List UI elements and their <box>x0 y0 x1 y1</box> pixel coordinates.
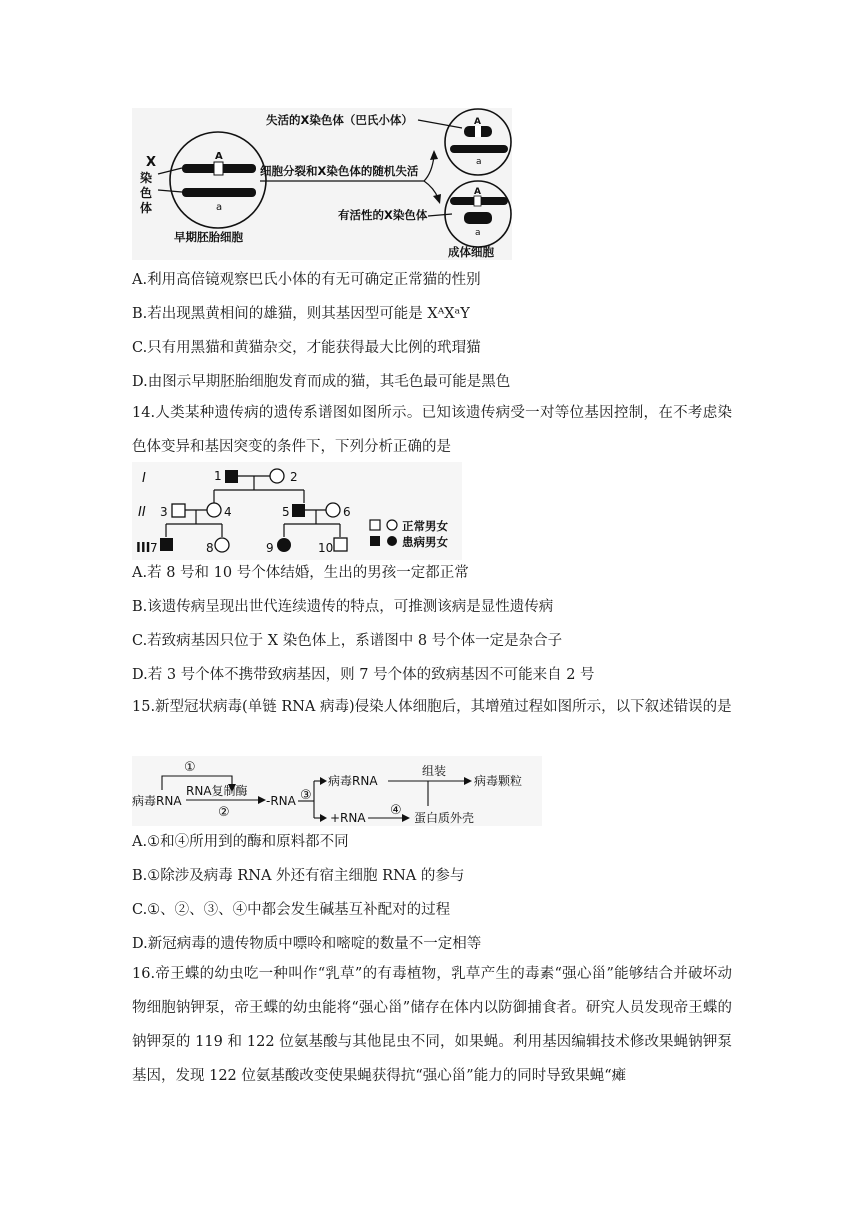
step-4-marker: ④ <box>390 803 402 818</box>
allele-A-bottom: A <box>474 187 481 197</box>
generation-I: I <box>142 471 146 486</box>
legend-affected-male-icon <box>370 536 380 546</box>
q14-option-c: C.若致病基因只位于 X 染色体上，系谱图中 8 号个体一定是杂合子 <box>132 633 563 649</box>
individual-2-normal-female <box>270 469 284 483</box>
step-3-marker: ③ <box>300 788 312 803</box>
allele-A-early: A <box>215 151 223 162</box>
q14-stem: 14.人类某种遗传病的遗传系谱图如图所示。已知该遗传病受一对等位基因控制，在不考虑染色体变异和基因突变的条件下，下列分析正确的是 <box>132 405 732 455</box>
x-inactivation-figure <box>132 108 512 260</box>
q13-option-c: C.只有用黑猫和黄猫杂交，才能获得最大比例的玳瑁猫 <box>132 340 481 356</box>
id-6: 6 <box>343 505 351 519</box>
legend-normal-label: 正常男女 <box>402 519 448 533</box>
allele-a-bottom: a <box>475 228 481 238</box>
pedigree-chart <box>132 462 462 560</box>
individual-5-affected-male <box>292 504 305 517</box>
id-9: 9 <box>266 541 274 555</box>
q15-option-d: D.新冠病毒的遗传物质中嘌呤和嘧啶的数量不一定相等 <box>132 936 482 952</box>
plus-rna-label: +RNA <box>330 811 366 825</box>
allele-a-top: a <box>476 157 482 167</box>
assembly-label: 组装 <box>422 764 447 778</box>
id-3: 3 <box>160 505 168 519</box>
q13-option-d: D.由图示早期胚胎细胞发育而成的猫，其毛色最可能是黑色 <box>132 374 511 390</box>
x-chromosome-label-3: 色 <box>140 186 153 200</box>
step-2-marker: ② <box>218 805 230 820</box>
q15-stem: 15.新型冠状病毒(单链 RNA 病毒)侵染人体细胞后，其增殖过程如图所示，以下叙述错误的是 <box>132 699 732 715</box>
individual-7-affected-male <box>160 538 173 551</box>
q14-option-a: A.若 8 号和 10 号个体结婚，生出的男孩一定都正常 <box>132 565 469 581</box>
legend-normal-female-icon <box>387 520 397 530</box>
q15-option-b: B.①除涉及病毒 RNA 外还有宿主细胞 RNA 的参与 <box>132 868 465 884</box>
generation-III: III <box>136 541 151 556</box>
legend-affected-female-icon <box>387 536 397 546</box>
legend-affected-label: 患病男女 <box>402 535 448 549</box>
individual-9-affected-female <box>277 538 291 552</box>
individual-3-normal-male <box>172 504 185 517</box>
id-10: 10 <box>318 541 334 555</box>
allele-a-early: a <box>216 202 223 213</box>
q16-text: 16.帝王蝶的幼虫吃一种叫作“乳草”的有毒植物，乳草产生的毒素“强心甾”能够结合并破坏动物细胞钠钾泵，帝王蝶的幼虫能将“强心甾”储存在体内以防御捕食者。研究人员发现帝王蝶的钠钾泵的 119 和 122 位氨基酸与其他昆虫不同，如果蝇。利用基因编辑技术修改果蝇钠钾泵基因，发现 122 位氨基酸改变使果蝇获得抗“强心甾”能力的同时导致果蝇“瘫 <box>132 966 732 1084</box>
id-1: 1 <box>214 469 222 483</box>
q13-option-b: B.若出现黑黄相间的雄猫，则其基因型可能是 XᴬXᵃY <box>132 306 470 322</box>
id-5: 5 <box>282 505 290 519</box>
id-4: 4 <box>224 505 232 519</box>
early-embryo-label: 早期胚胎细胞 <box>174 230 243 244</box>
minus-rna-label: -RNA <box>266 794 296 808</box>
individual-8-normal-female <box>215 538 229 552</box>
x-chromosome-label-2: 染 <box>140 171 153 185</box>
rna-replicase-label: RNA复制酶 <box>186 784 248 798</box>
q14-option-b: B.该遗传病呈现出世代连续遗传的特点，可推测该病是显性遗传病 <box>132 599 554 615</box>
inactive-x-label: 失活的X染色体（巴氏小体） <box>266 113 413 127</box>
individual-10-normal-male <box>334 538 347 551</box>
q14-option-d: D.若 3 号个体不携带致病基因，则 7 号个体的致病基因不可能来自 2 号 <box>132 667 595 683</box>
adult-cell-label: 成体细胞 <box>448 245 494 259</box>
x-chromosome-label-4: 体 <box>140 201 153 215</box>
viral-rna-product-label: 病毒RNA <box>328 774 378 788</box>
q15-option-a: A.①和④所用到的酶和原料都不同 <box>132 834 349 850</box>
step-1-marker: ① <box>184 760 196 775</box>
q13-option-a: A.利用高倍镜观察巴氏小体的有无可确定正常猫的性别 <box>132 272 481 288</box>
id-8: 8 <box>206 541 214 555</box>
covid-replication-diagram <box>132 756 542 826</box>
generation-II: II <box>138 505 146 520</box>
id-7: 7 <box>150 541 158 555</box>
allele-A-top: A <box>474 117 481 127</box>
viral-rna-label: 病毒RNA <box>132 794 182 808</box>
q15-option-c: C.①、②、③、④中都会发生碱基互补配对的过程 <box>132 902 451 918</box>
individual-4-normal-female <box>207 503 221 517</box>
process-label: 细胞分裂和X染色体的随机失活 <box>260 164 419 178</box>
protein-capsid-label: 蛋白质外壳 <box>414 811 475 825</box>
individual-6-normal-female <box>326 503 340 517</box>
x-chromosome-label-1: X <box>146 155 157 170</box>
virus-particle-label: 病毒颗粒 <box>474 774 523 788</box>
id-2: 2 <box>290 470 298 484</box>
active-x-label: 有活性的X染色体 <box>338 208 428 222</box>
individual-1-affected-male <box>225 470 238 483</box>
legend-normal-male-icon <box>370 520 380 530</box>
